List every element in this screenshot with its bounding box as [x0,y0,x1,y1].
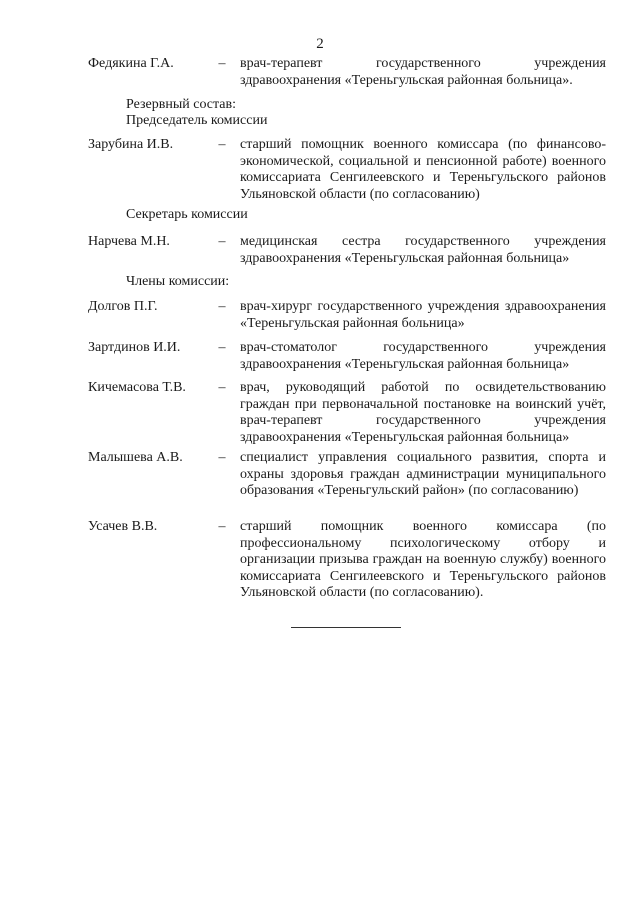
member-name: Малышева А.В. [88,450,183,465]
member-name: Кичемасова Т.В. [88,380,186,395]
reserve-heading: Резервный состав: [126,97,237,112]
member-role: врач, руководящий работой по освидетельствованию граждан при первоначальной постановке на воинский учёт, врач-терапевт государственного учреждения здравоохранения «Тереньгульская районная больница» [240,380,606,445]
member-role: врач-стоматолог государственного учреждения здравоохранения «Тереньгульская районная больница» [240,340,606,372]
member-dash: – [218,450,226,465]
secretary-heading: Секретарь комиссии [126,207,248,222]
member-name: Долгов П.Г. [88,299,158,314]
chair-dash: – [218,137,226,152]
member-role: старший помощник военного комиссара (по профессиональному психологическому отбору и организации призыва граждан на военную службу) военного комиссариата Сенгилеевского и Тереньгульского районов Ульяновской области (по согласованию). [240,519,606,600]
member-dash: – [218,340,226,355]
end-divider [291,627,401,628]
member-name: Зартдинов И.И. [88,340,181,355]
page-number: 2 [316,36,324,52]
member-role: врач-терапевт государственного учреждения здравоохранения «Тереньгульская районная больница». [240,56,606,88]
members-heading: Члены комиссии: [126,274,230,289]
member-dash: – [218,519,226,534]
chair-role: старший помощник военного комиссара (по финансово-экономической, социальной и пенсионной работе) военного комиссариата Сенгилеевского и Тереньгульского районов Ульяновской области (по согласованию) [240,137,606,202]
chair-name: Зарубина И.В. [88,137,174,152]
member-dash: – [218,56,226,71]
member-dash: – [218,299,226,314]
chair-heading: Председатель комиссии [126,113,268,128]
secretary-dash: – [218,234,226,249]
member-dash: – [218,380,226,395]
secretary-name: Нарчева М.Н. [88,234,170,249]
member-name: Федякина Г.А. [88,56,174,71]
member-role: специалист управления социального развития, спорта и охраны здоровья граждан администрации муниципального образования «Тереньгульский район» (по согласованию) [240,450,606,498]
secretary-role: медицинская сестра государственного учреждения здравоохранения «Тереньгульская районная больница» [240,234,606,266]
member-name: Усачев В.В. [88,519,158,534]
member-role: врач-хирург государственного учреждения здравоохранения «Тереньгульская районная больница» [240,299,606,331]
